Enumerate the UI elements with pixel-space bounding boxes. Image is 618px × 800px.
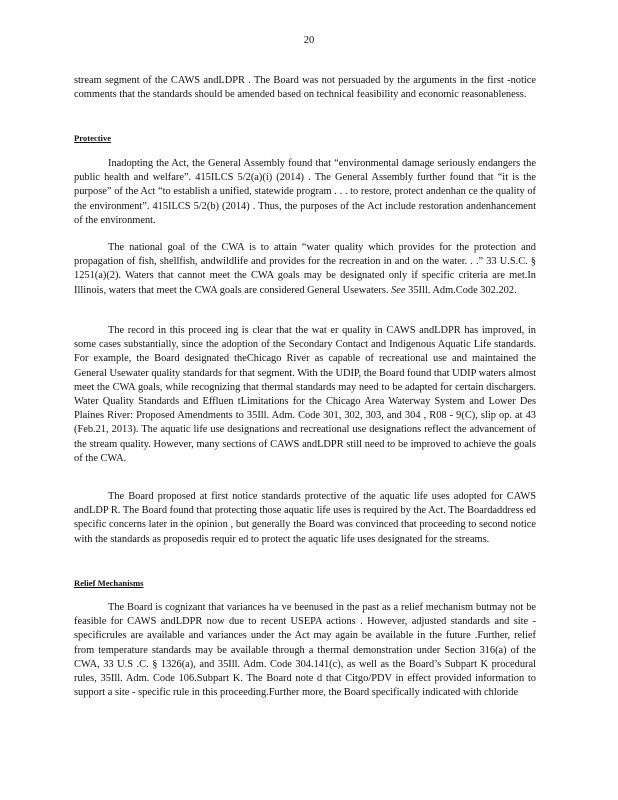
- paragraph-text: [74, 241, 536, 298]
- protective-paragraph-3: [74, 324, 536, 466]
- section-heading-relief: Relief Mechanisms: [74, 578, 144, 588]
- see-signal: See: [391, 284, 406, 296]
- relief-paragraph: [74, 601, 536, 700]
- protective-paragraph-4: [74, 490, 536, 547]
- page-number: 20: [303, 35, 315, 46]
- protective-paragraph-2: [74, 241, 536, 298]
- paragraph-text: The Board proposed at first notice standards protective of the aquatic life uses adopted for CAWS andLDP R. The Board found that protecting those aquatic life uses is required by the Act. The Boardaddress ed specific concerns later in the opinion , but generally the Board was convinced that proceeding to second notice with the standards as proposedis requir ed to protect the aquatic life uses designated for the streams.: [74, 491, 536, 545]
- protective-paragraph-1: [74, 157, 536, 228]
- citation: 35Ill. Adm.Code 302.202.: [408, 284, 517, 296]
- paragraph-text: The record in this proceed ing is clear that the wat er quality in CAWS andLDPR has improved, in some cases substantially, since the adoption of the Secondary Contact and Indigenous Aquatic Life standards. For example, the Board designated theChicago River as capable of recreational use and maintained the General Usewater quality standards for that segment. With the UDIP, the Board found that UDIP waters almost meet the CWA goals, while recognizing that thermal standards may need to be adapted for certain dischargers. Water Quality Standards and Effluen tLimitations for the Chicago Area Waterway System and Lower Des Plaines River: Proposed Amendments to 35Ill. Adm. Code 301, 302, 303, and 304 , R08 - 9(C), slip op. at 43 (Feb.21, 2013). The aquatic life use designations and recreational use designations reflect the advancement of the stream quality. However, many sections of CAWS andLDPR still need to be improved to achieve the goals of the CWA.: [74, 325, 536, 464]
- paragraph-text: Inadopting the Act, the General Assembly found that “environmental damage seriously endangers the public health and welfare”. 415ILCS 5/2(a)(i) (2014) . The General Assembly further found that “it is the purpose” of the Act “to establish a unified, statewide program . . . to restore, protect andenhan ce the quality of the environment”. 415ILCS 5/2(b) (2014) . Thus, the purposes of the Act include restoration andenhancement of the environment.: [74, 158, 536, 226]
- section-heading-protective: Protective: [74, 133, 112, 143]
- paragraph-body: The national goal of the CWA is to attain “water quality which provides for the protection and propagation of fish, shellfish, andwildlife and provides for the recreation in and on the water. . .” 33 U.S.C. § 1251(a)(2). Waters that cannot meet the CWA goals may be designated only if specific criteria are met.In Illinois, waters that meet the CWA goals are considered General Usewaters.: [74, 242, 536, 296]
- intro-paragraph: [74, 74, 536, 102]
- paragraph-text: The Board is cognizant that variances ha ve beenused in the past as a relief mechanism butmay not be feasible for CAWS andLDPR now due to recent USEPA actions . However, adjusted standards and site -specificrules are available and variances under the Act may again be available in the future .Further, relief from temperature standards may be available through a thermal demonstration under Section 316(a) of the CWA, 33 U.S .C. § 1326(a), and 35Ill. Adm. Code 304.141(c), as well as the Board’s Subpart K procedural rules, 35Ill. Adm. Code 106.Subpart K. The Board note d that Citgo/PDV in effect provided information to support a site - specific rule in this proceeding.Further more, the Board specifically indicated with chloride: [74, 602, 536, 699]
- paragraph-text: stream segment of the CAWS andLDPR . The Board was not persuaded by the arguments in the first -notice comments that the standards should be amended based on technical feasibility and economic reasonableness.: [74, 75, 536, 101]
